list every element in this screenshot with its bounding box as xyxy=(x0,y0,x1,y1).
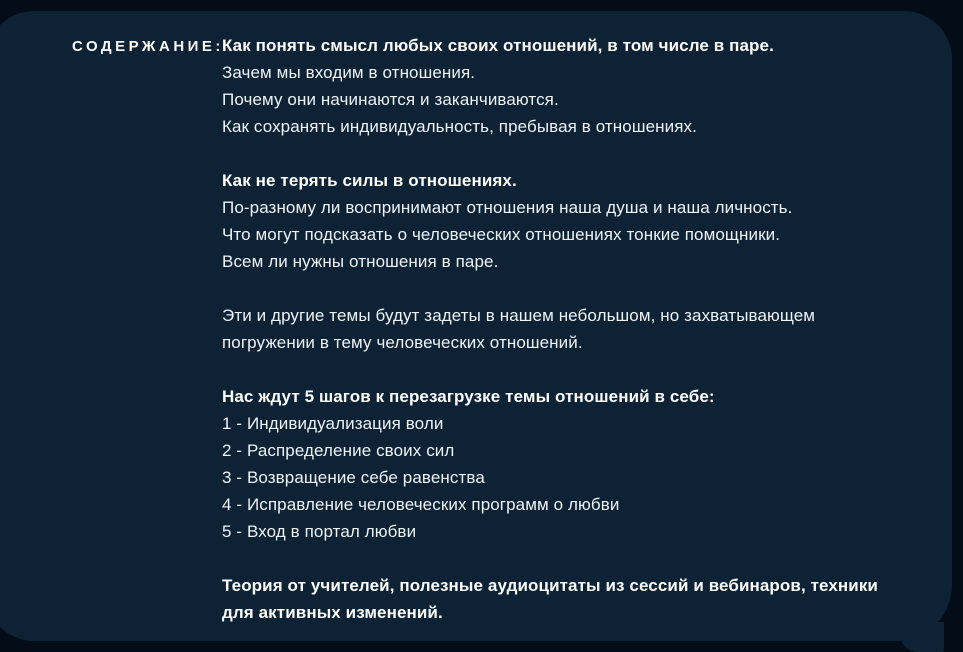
content-section xyxy=(222,302,902,356)
contents-label: СОДЕРЖАНИЕ: xyxy=(72,38,224,55)
content-line: 2 - Распределение своих сил xyxy=(222,441,455,460)
content-heading-line: Как понять смысл любых своих отношений, в том числе в паре. xyxy=(222,36,774,55)
content-section xyxy=(222,167,902,275)
content-section xyxy=(222,32,902,140)
content-line: Эти и другие темы будут задеты в нашем небольшом, но захватывающем погружении в тему человеческих отношений. xyxy=(222,306,816,352)
content-section xyxy=(222,383,902,545)
content-line: 3 - Возвращение себе равенства xyxy=(222,468,485,487)
content-line: Зачем мы входим в отношения. xyxy=(222,63,476,82)
card-tail-shape xyxy=(900,622,944,652)
content-line: Что могут подсказать о человеческих отношениях тонкие помощники. xyxy=(222,225,781,244)
content-heading-line: Теория от учителей, полезные аудиоцитаты из сессий и вебинаров, техники для активных изменений. xyxy=(222,576,878,622)
content-line: 1 - Индивидуализация воли xyxy=(222,414,444,433)
content-line: По-разному ли воспринимают отношения наша душа и наша личность. xyxy=(222,198,793,217)
content-line: Как сохранять индивидуальность, пребывая в отношениях. xyxy=(222,117,697,136)
content-line: Всем ли нужны отношения в паре. xyxy=(222,252,499,271)
content-line: 5 - Вход в портал любви xyxy=(222,522,417,541)
content-heading-line: Нас ждут 5 шагов к перезагрузке темы отношений в себе: xyxy=(222,387,715,406)
content-line: 4 - Исправление человеческих программ о любви xyxy=(222,495,620,514)
content-section xyxy=(222,572,902,626)
content-heading-line: Как не терять силы в отношениях. xyxy=(222,171,517,190)
content-line: Почему они начинаются и заканчиваются. xyxy=(222,90,559,109)
contents-list xyxy=(222,32,902,626)
